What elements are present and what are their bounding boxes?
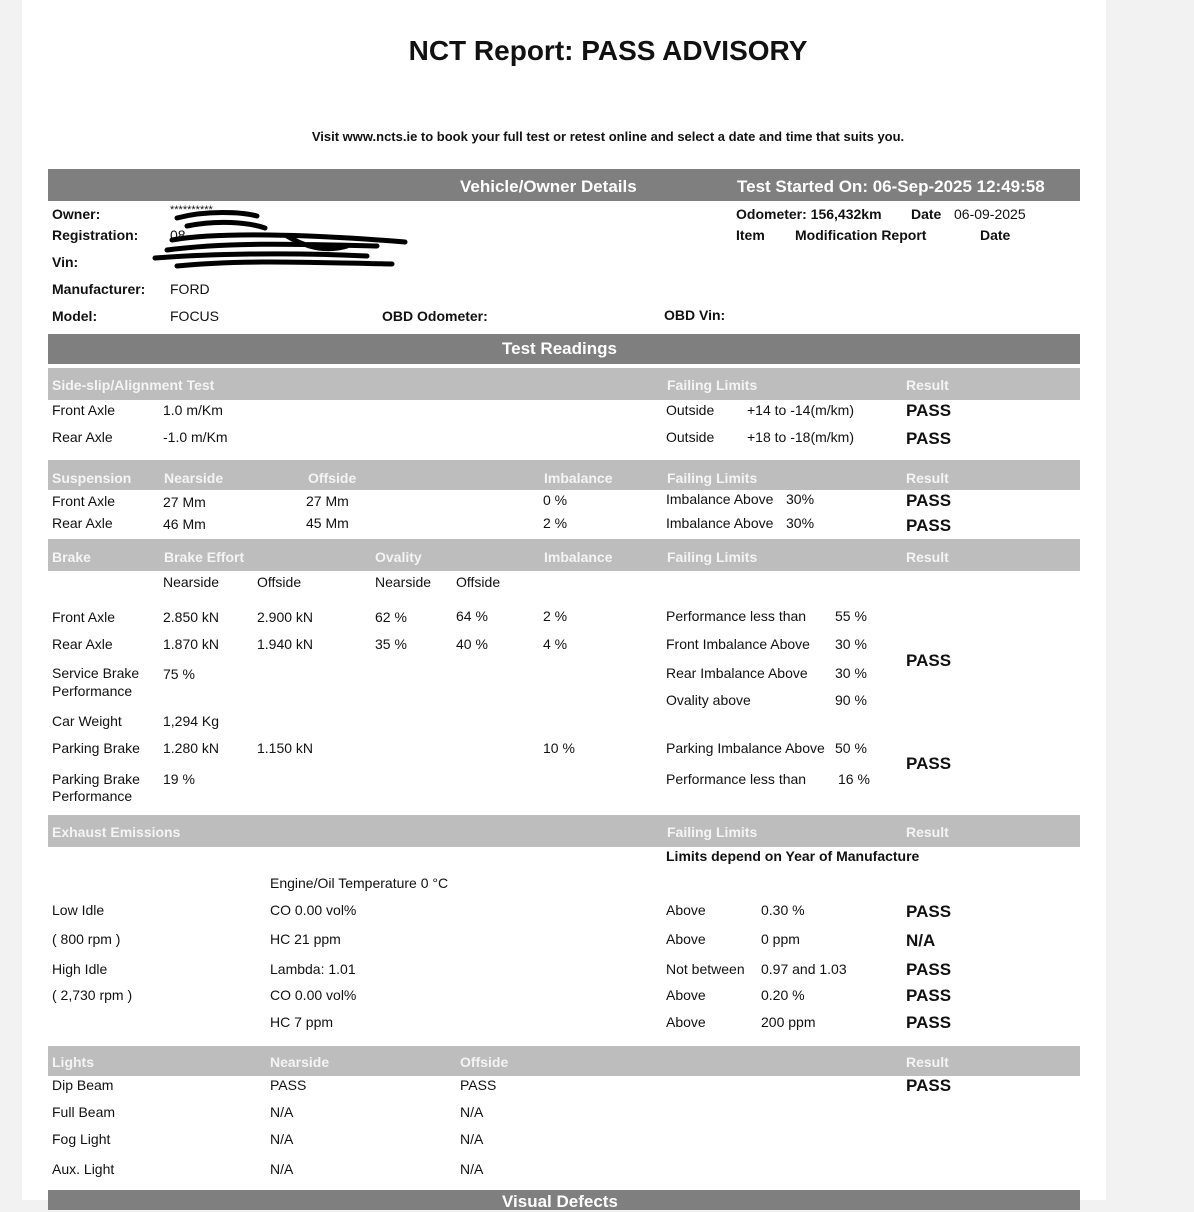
report-title: NCT Report: PASS ADVISORY (408, 35, 808, 66)
modification-report-label: Modification Report (795, 227, 927, 243)
emission-limit: 0.20 % (761, 987, 805, 1003)
suspension-front-nearside: 27 Mm (163, 494, 206, 510)
item-label: Item (736, 227, 765, 243)
emissions-col-result: Result (906, 824, 949, 840)
emission-result: PASS (906, 902, 952, 921)
manufacturer-label: Manufacturer: (52, 281, 146, 297)
brake-limit-value: 30 % (835, 636, 867, 652)
suspension-col-imbalance: Imbalance (544, 470, 613, 486)
emission-limit-label: Above (666, 931, 706, 947)
sideslip-front-limit-label: Outside (666, 402, 715, 418)
brake-limit-value: 55 % (835, 608, 867, 624)
emission-limit: 0.30 % (761, 902, 805, 918)
suspension-rear-limit-label: Imbalance Above (666, 515, 774, 531)
light-nearside: N/A (270, 1161, 294, 1177)
brake-col-imbalance: Imbalance (544, 549, 613, 565)
light-name: Full Beam (52, 1104, 116, 1120)
light-offside: N/A (460, 1104, 484, 1120)
low-idle-rpm: ( 800 rpm ) (52, 931, 121, 947)
brake-col-result: Result (906, 549, 949, 565)
test-readings-title: Test Readings (502, 339, 617, 358)
brake-limit-value: 30 % (835, 665, 867, 681)
brake-col-name: Brake (52, 549, 91, 565)
suspension-front-imbalance: 0 % (543, 492, 568, 508)
light-nearside: N/A (270, 1104, 294, 1120)
brake-limit-label: Performance less than (666, 771, 807, 787)
emission-limit-label: Above (666, 902, 706, 918)
sideslip-rear-value: -1.0 m/Km (163, 429, 228, 445)
sideslip-front-name: Front Axle (52, 402, 116, 418)
car-weight-value: 1,294 Kg (163, 713, 220, 729)
odometer: Odometer: 156,432km (736, 206, 882, 222)
light-offside: N/A (460, 1161, 484, 1177)
brake-front-ovality-near: 62 % (375, 609, 407, 625)
suspension-rear-nearside: 46 Mm (163, 516, 206, 532)
brake-rear-ovality-off: 40 % (456, 636, 488, 652)
emissions-limits-note: Limits depend on Year of Manufacture (666, 848, 920, 864)
brake-front-offside: 2.900 kN (257, 609, 314, 625)
sideslip-header (48, 368, 1080, 400)
high-idle-label: High Idle (52, 961, 108, 977)
suspension-col-offside: Offside (308, 470, 357, 486)
suspension-rear-imbalance: 2 % (543, 515, 568, 531)
high-idle-rpm: ( 2,730 rpm ) (52, 987, 133, 1003)
brake-ovality-nearside-sub: Nearside (375, 574, 432, 590)
car-weight-name: Car Weight (52, 713, 122, 729)
sideslip-front-result: PASS (906, 401, 952, 420)
emission-limit: 0 ppm (761, 931, 800, 947)
brake-effort-nearside-sub: Nearside (163, 574, 220, 590)
brake-front-nearside: 2.850 kN (163, 609, 220, 625)
light-name: Dip Beam (52, 1077, 114, 1093)
low-idle-label: Low Idle (52, 902, 105, 918)
obd-odometer-label: OBD Odometer: (382, 308, 488, 324)
sideslip-rear-limit: +18 to -18(m/km) (747, 429, 854, 445)
registration-value: 08 (170, 227, 186, 243)
date-value: 06-09-2025 (954, 206, 1026, 222)
suspension-rear-name: Rear Axle (52, 515, 113, 531)
brake-result-parking: PASS (906, 754, 952, 773)
owner-value: ********** (170, 204, 213, 216)
lights-header (48, 1046, 1080, 1076)
manufacturer-value: FORD (170, 281, 210, 297)
suspension-rear-result: PASS (906, 516, 952, 535)
brake-limit-label: Parking Imbalance Above (666, 740, 825, 756)
date-label: Date (911, 206, 942, 222)
emissions-col-name: Exhaust Emissions (52, 824, 181, 840)
brake-effort-offside-sub: Offside (257, 574, 302, 590)
booking-notice: Visit www.ncts.ie to book your full test or retest online and select a date and time that suits you. (311, 129, 905, 144)
service-brake-name-1: Service Brake (52, 665, 140, 681)
brake-col-effort: Brake Effort (164, 549, 245, 565)
emission-limit-label: Above (666, 987, 706, 1003)
suspension-col-limits: Failing Limits (667, 470, 758, 486)
emissions-col-limits: Failing Limits (667, 824, 758, 840)
suspension-col-nearside: Nearside (164, 470, 224, 486)
brake-front-name: Front Axle (52, 609, 116, 625)
emission-limit: 0.97 and 1.03 (761, 961, 847, 977)
brake-header (48, 539, 1080, 571)
brake-result-main: PASS (906, 651, 952, 670)
parking-perf-name-2: Performance (52, 788, 133, 804)
redaction-scribble (147, 206, 417, 276)
brake-rear-name: Rear Axle (52, 636, 113, 652)
emission-limit: 200 ppm (761, 1014, 816, 1030)
light-result: PASS (906, 1076, 952, 1095)
emissions-header (48, 815, 1080, 847)
brake-rear-nearside: 1.870 kN (163, 636, 220, 652)
suspension-rear-offside: 45 Mm (306, 515, 349, 531)
lights-col-offside: Offside (460, 1054, 509, 1070)
suspension-front-limit: 30% (786, 491, 815, 507)
brake-col-limits: Failing Limits (667, 549, 758, 565)
emission-reading: HC 7 ppm (270, 1014, 334, 1030)
emission-reading: HC 21 ppm (270, 931, 341, 947)
vin-label: Vin: (52, 254, 79, 270)
obd-vin-label: OBD Vin: (664, 307, 726, 323)
suspension-front-result: PASS (906, 491, 952, 510)
suspension-rear-limit: 30% (786, 515, 815, 531)
brake-col-ovality: Ovality (375, 549, 422, 565)
emission-reading: CO 0.00 vol% (270, 902, 357, 918)
registration-label: Registration: (52, 227, 139, 243)
parking-brake-imbalance: 10 % (543, 740, 575, 756)
lights-col-nearside: Nearside (270, 1054, 330, 1070)
light-offside: N/A (460, 1131, 484, 1147)
brake-rear-ovality-near: 35 % (375, 636, 407, 652)
brake-limit-value: 90 % (835, 692, 867, 708)
owner-label: Owner: (52, 206, 101, 222)
light-nearside: N/A (270, 1131, 294, 1147)
sideslip-col-result: Result (906, 377, 949, 393)
emission-limit-label: Not between (666, 961, 745, 977)
report-page (22, 0, 1106, 1211)
brake-front-imbalance: 2 % (543, 608, 568, 624)
sideslip-col-test: Side-slip/Alignment Test (52, 377, 215, 393)
brake-limit-value: 50 % (835, 740, 867, 756)
service-brake-name-2: Performance (52, 683, 133, 699)
engine-oil-temperature: Engine/Oil Temperature 0 °C (270, 875, 449, 891)
lights-col-result: Result (906, 1054, 949, 1070)
light-offside: PASS (460, 1077, 497, 1093)
service-brake-value: 75 % (163, 666, 195, 682)
parking-brake-offside: 1.150 kN (257, 740, 314, 756)
parking-brake-name: Parking Brake (52, 740, 140, 756)
emission-result: PASS (906, 960, 952, 979)
brake-limit-label: Performance less than (666, 608, 807, 624)
sideslip-rear-limit-label: Outside (666, 429, 715, 445)
sideslip-col-limits: Failing Limits (667, 377, 758, 393)
suspension-col-name: Suspension (52, 470, 132, 486)
emission-reading: CO 0.00 vol% (270, 987, 357, 1003)
sideslip-rear-result: PASS (906, 429, 952, 448)
suspension-front-offside: 27 Mm (306, 493, 349, 509)
brake-front-ovality-off: 64 % (456, 608, 488, 624)
light-name: Aux. Light (52, 1161, 115, 1177)
light-name: Fog Light (52, 1131, 111, 1147)
test-readings-header (48, 334, 1080, 364)
brake-limit-value: 16 % (838, 771, 870, 787)
suspension-header (48, 460, 1080, 490)
lights-col-name: Lights (52, 1054, 94, 1070)
brake-limit-label: Front Imbalance Above (666, 636, 810, 652)
vehicle-section-title: Vehicle/Owner Details (460, 177, 637, 196)
emission-result: PASS (906, 986, 952, 1005)
emission-reading: Lambda: 1.01 (270, 961, 356, 977)
test-started: Test Started On: 06-Sep-2025 12:49:58 (737, 177, 1045, 196)
brake-rear-imbalance: 4 % (543, 636, 568, 652)
emission-limit-label: Above (666, 1014, 706, 1030)
brake-limit-label: Ovality above (666, 692, 751, 708)
light-nearside: PASS (270, 1077, 307, 1093)
vehicle-owner-header (48, 169, 1080, 201)
suspension-front-limit-label: Imbalance Above (666, 491, 774, 507)
emission-result: N/A (906, 931, 936, 950)
sideslip-rear-name: Rear Axle (52, 429, 113, 445)
model-label: Model: (52, 308, 98, 324)
brake-limit-label: Rear Imbalance Above (666, 665, 808, 681)
parking-perf-value: 19 % (163, 771, 195, 787)
brake-ovality-offside-sub: Offside (456, 574, 501, 590)
model-value: FOCUS (170, 308, 219, 324)
parking-perf-name-1: Parking Brake (52, 771, 140, 787)
visual-defects-title: Visual Defects (502, 1192, 618, 1211)
sideslip-front-value: 1.0 m/Km (163, 402, 223, 418)
suspension-front-name: Front Axle (52, 493, 116, 509)
suspension-col-result: Result (906, 470, 949, 486)
modification-date-label: Date (980, 227, 1011, 243)
sideslip-front-limit: +14 to -14(m/km) (747, 402, 854, 418)
brake-rear-offside: 1.940 kN (257, 636, 314, 652)
visual-defects-header (48, 1190, 1080, 1210)
emission-result: PASS (906, 1013, 952, 1032)
parking-brake-nearside: 1.280 kN (163, 740, 220, 756)
